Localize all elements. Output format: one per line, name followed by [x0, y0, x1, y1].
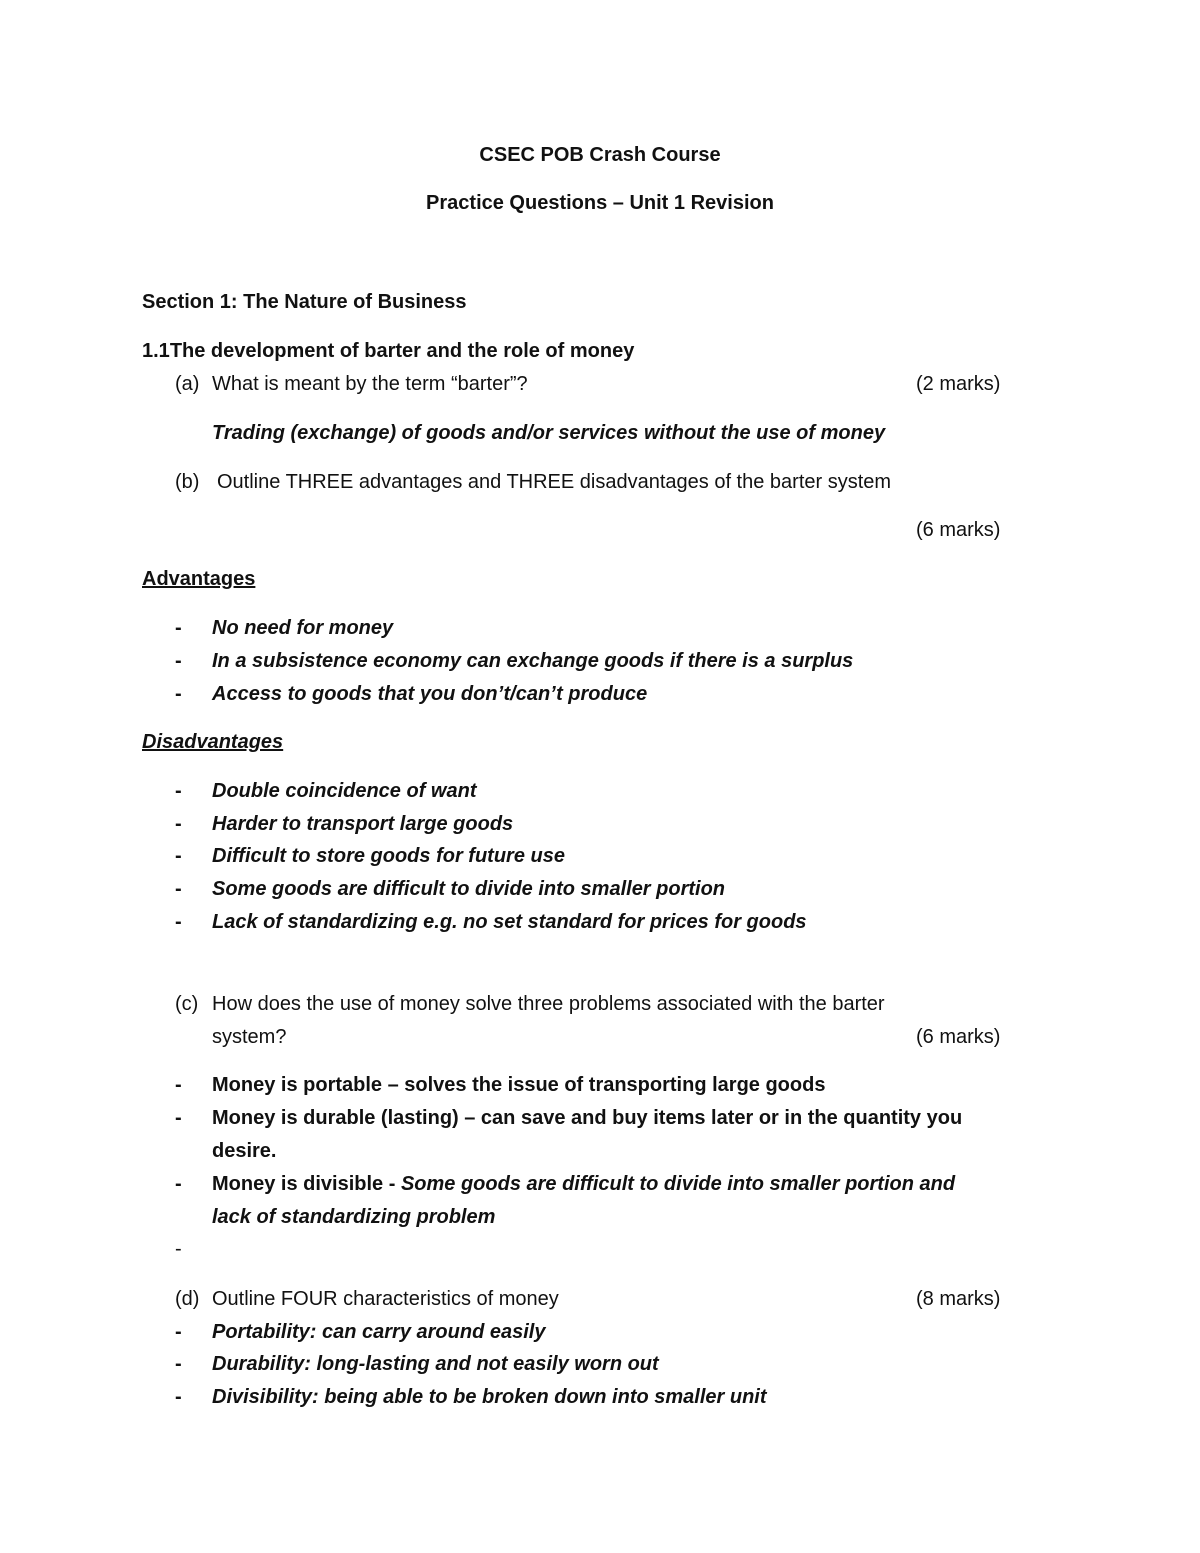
bullet: - — [175, 650, 182, 672]
bullet: - — [175, 1173, 182, 1195]
question-d-answer: Durability: long-lasting and not easily worn out — [212, 1353, 659, 1375]
question-c-answer-3-lead: Money is divisible - — [212, 1173, 401, 1195]
bullet: - — [175, 1321, 182, 1343]
question-c-marks: (6 marks) — [916, 1026, 1001, 1048]
bullet: - — [175, 845, 182, 867]
question-a-label: (a) — [175, 373, 200, 395]
section-heading: Section 1: The Nature of Business — [142, 291, 467, 313]
advantage-item: Access to goods that you don’t/can’t produce — [212, 683, 648, 705]
question-c-answer-3-line2: lack of standardizing problem — [212, 1206, 496, 1228]
question-a-answer: Trading (exchange) of goods and/or services without the use of money — [212, 422, 886, 444]
bullet: - — [175, 1353, 182, 1375]
advantages-heading: Advantages — [142, 568, 256, 590]
question-d-answer: Divisibility: being able to be broken down into smaller unit — [212, 1386, 767, 1408]
advantage-item: In a subsistence economy can exchange goods if there is a surplus — [212, 650, 854, 672]
bullet: - — [175, 813, 182, 835]
bullet: - — [175, 878, 182, 900]
question-c-label: (c) — [175, 993, 199, 1015]
question-c-answer-2-line2: desire. — [212, 1140, 277, 1162]
subsection-number: 1.1 — [142, 340, 170, 362]
bullet: - — [175, 683, 182, 705]
bullet: - — [175, 780, 182, 802]
question-c-answer-1: Money is portable – solves the issue of transporting large goods — [212, 1074, 826, 1096]
bullet: - — [175, 617, 182, 639]
question-b-label: (b) — [175, 471, 200, 493]
disadvantage-item: Difficult to store goods for future use — [212, 845, 565, 867]
question-c-text-line1: How does the use of money solve three problems associated with the barter — [212, 993, 885, 1015]
subsection-heading — [142, 338, 634, 364]
bullet: - — [175, 1107, 182, 1129]
subsection-title: The development of barter and the role of money — [169, 340, 635, 362]
bullet: - — [175, 1386, 182, 1408]
document-subtitle: Practice Questions – Unit 1 Revision — [426, 192, 774, 214]
disadvantage-item: Double coincidence of want — [212, 780, 477, 802]
disadvantage-item: Harder to transport large goods — [212, 813, 514, 835]
question-d-text: Outline FOUR characteristics of money — [212, 1288, 559, 1310]
question-d-marks: (8 marks) — [916, 1288, 1001, 1310]
bullet: - — [175, 911, 182, 933]
question-b-marks: (6 marks) — [916, 519, 1001, 541]
bullet: - — [175, 1238, 182, 1260]
question-c-answer-3-line1 — [212, 1171, 955, 1197]
question-d-label: (d) — [175, 1288, 200, 1310]
question-b-text: Outline THREE advantages and THREE disadvantages of the barter system — [217, 471, 892, 493]
question-a-text: What is meant by the term “barter”? — [212, 373, 528, 395]
disadvantage-item: Some goods are difficult to divide into smaller portion — [212, 878, 726, 900]
question-c-answer-3-detail: Some goods are difficult to divide into smaller portion and — [400, 1173, 956, 1195]
question-c-answer-2-line1: Money is durable (lasting) – can save and buy items later or in the quantity you — [212, 1107, 963, 1129]
advantage-item: No need for money — [212, 617, 394, 639]
document-title: CSEC POB Crash Course — [479, 144, 721, 166]
disadvantage-item: Lack of standardizing e.g. no set standard for prices for goods — [212, 911, 807, 933]
question-c-text-line2: system? — [212, 1026, 287, 1048]
question-a-marks: (2 marks) — [916, 373, 1001, 395]
disadvantages-heading: Disadvantages — [142, 731, 284, 753]
bullet: - — [175, 1074, 182, 1096]
question-d-answer: Portability: can carry around easily — [212, 1321, 546, 1343]
